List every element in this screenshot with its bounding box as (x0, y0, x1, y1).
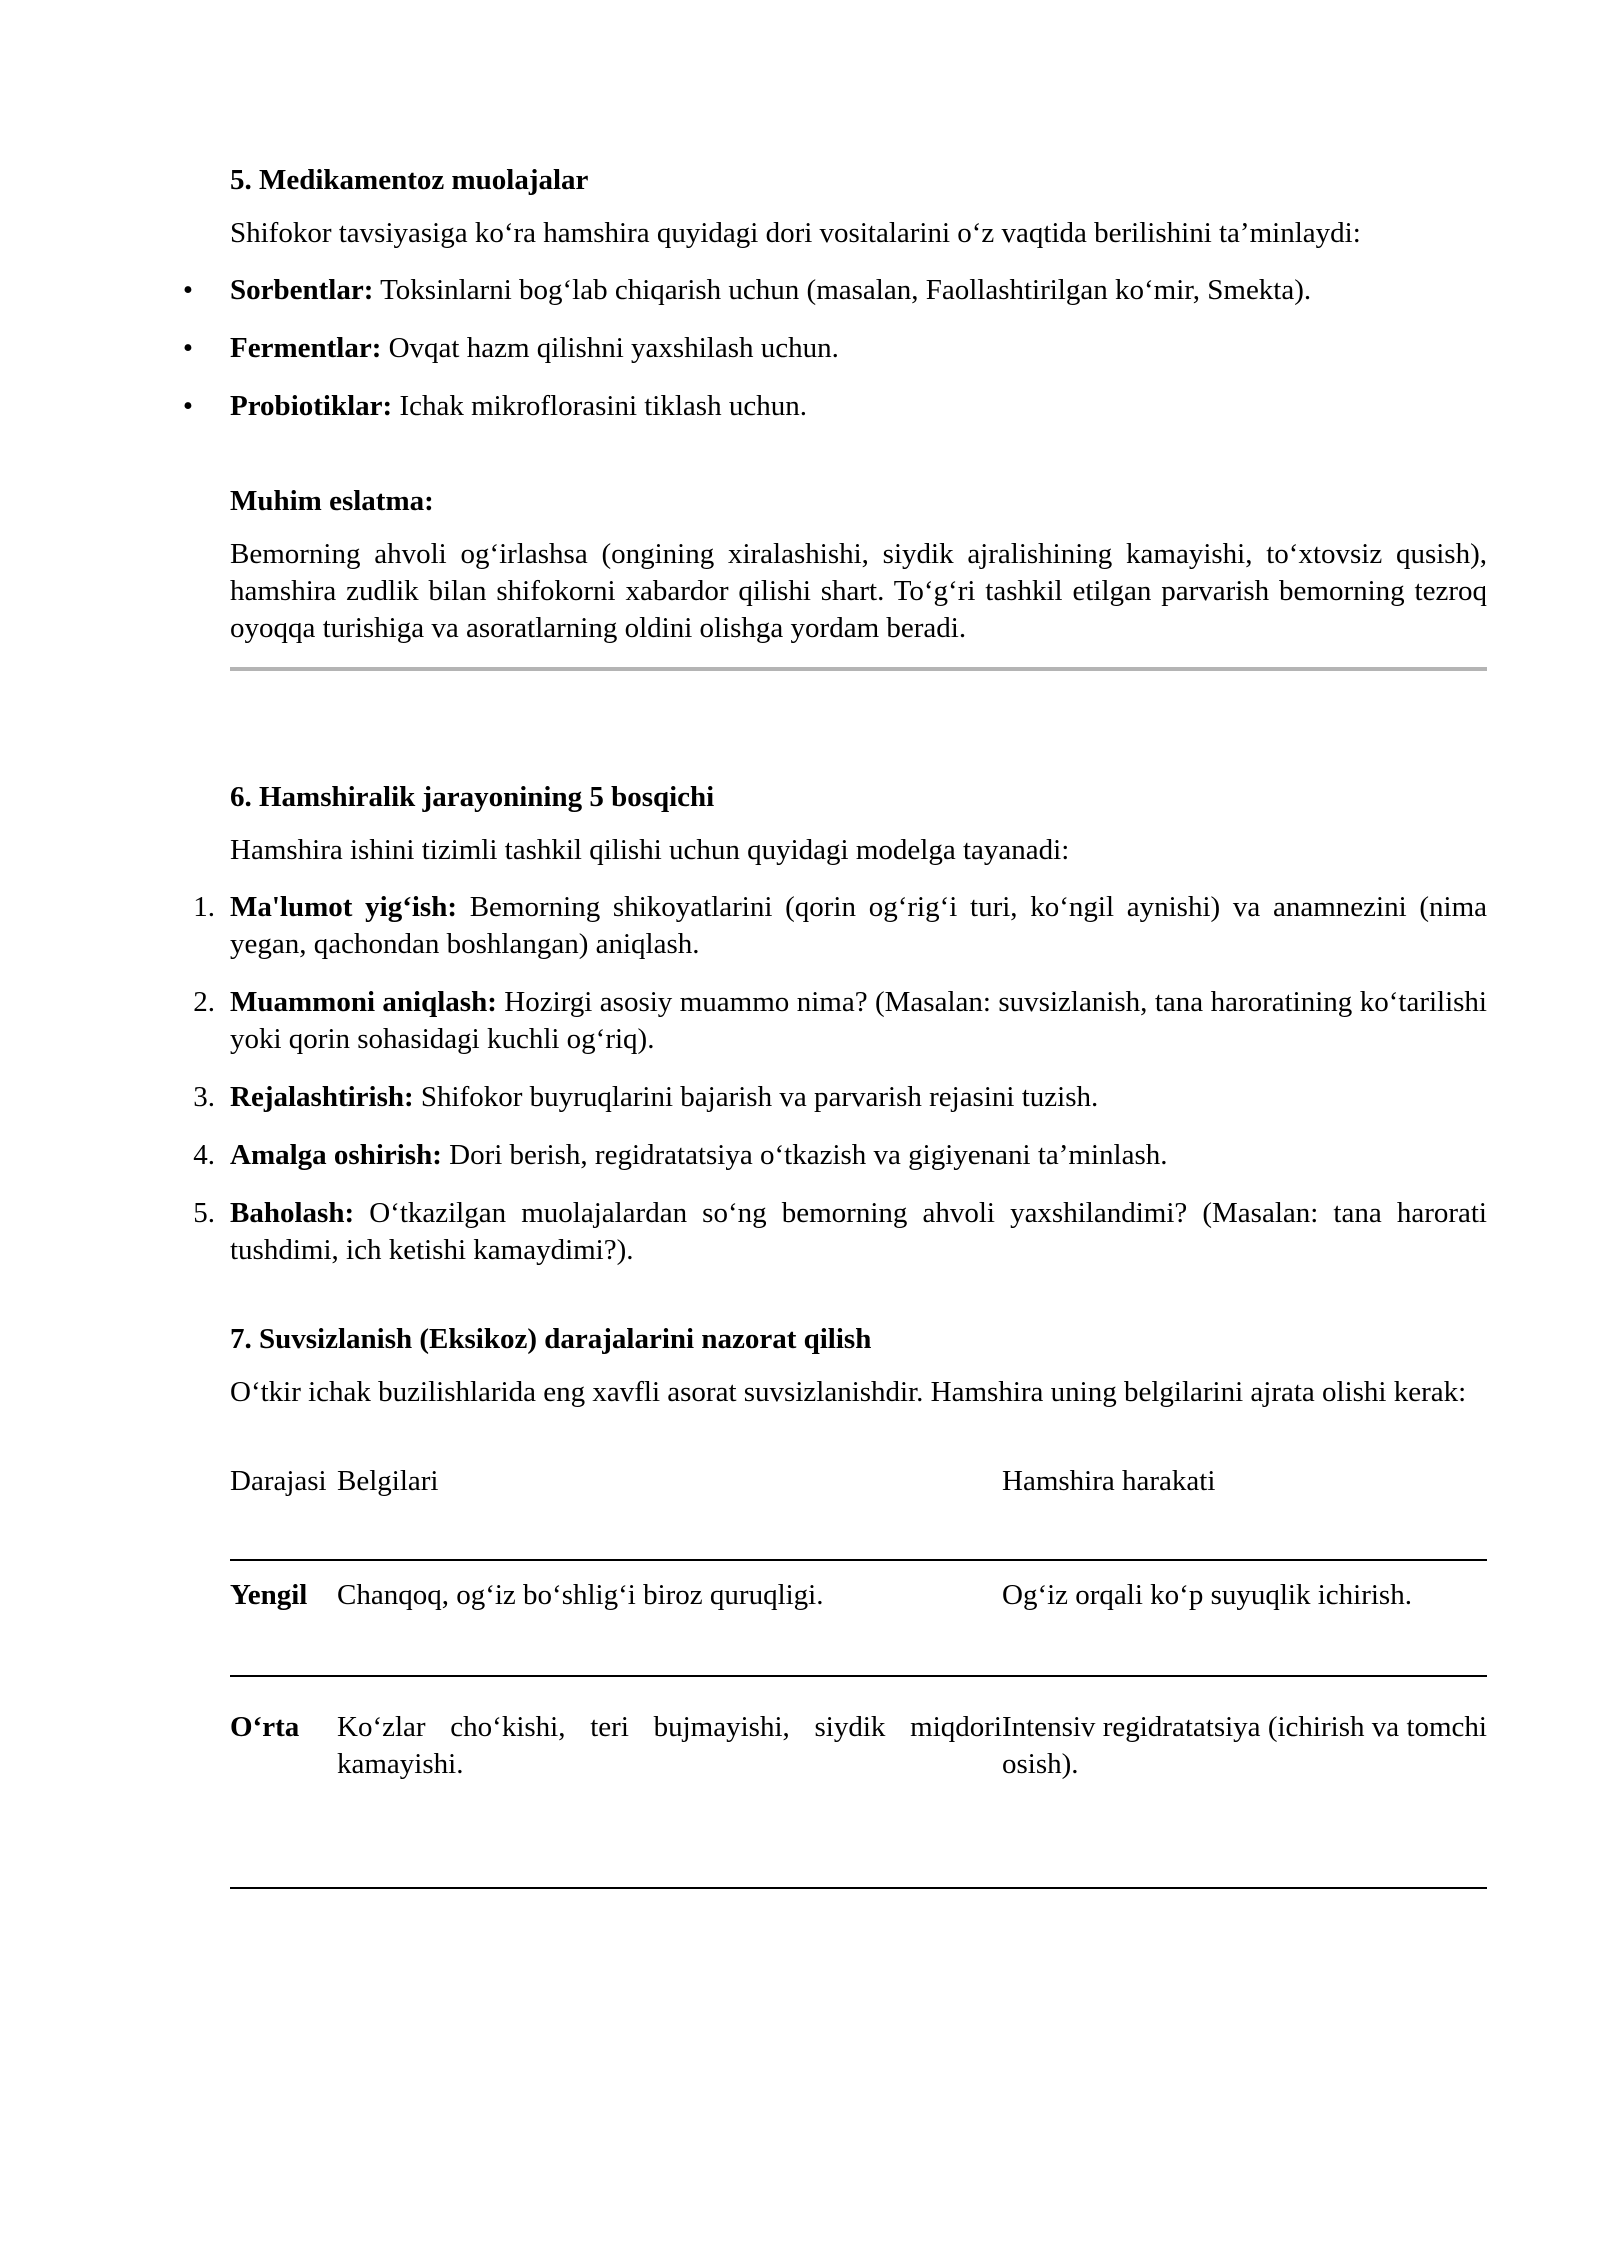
section-7-intro: O‘tkir ichak buzilishlarida eng xavfli asorat suvsizlanishdir. Hamshira uning belgilarini ajrata olishi kerak: (230, 1376, 1467, 1408)
header-cell-level: Darajasi (230, 1465, 327, 1497)
bullet-icon: • (182, 274, 194, 306)
table-divider (230, 1887, 1487, 1889)
item-term: Baholash: (230, 1197, 355, 1229)
item-term: Rejalashtirish: (230, 1081, 414, 1113)
cell-action: Intensiv regidratatsiya (ichirish va tomchi osish). (1002, 1711, 1487, 1780)
medication-list (182, 272, 1487, 425)
item-text: Dori berish, regidratatsiya o‘tkazish va gigiyenani ta’minlash. (441, 1139, 1168, 1171)
item-term: Muammoni aniqlash: (230, 986, 497, 1018)
cell-level: Yengil (230, 1579, 308, 1611)
list-item (193, 1137, 1487, 1174)
item-text: Ichak mikroflorasini tiklash uchun. (392, 390, 807, 422)
list-item (193, 889, 1487, 963)
bullet-icon: • (182, 332, 194, 364)
item-term: Ma'lumot yig‘ish: (230, 891, 457, 923)
item-number: 2. (193, 986, 215, 1018)
cell-signs: Chanqoq, og‘iz bo‘shlig‘i biroz quruqligi. (337, 1579, 824, 1611)
list-item (182, 388, 1487, 425)
cell-action: Og‘iz orqali ko‘p suyuqlik ichirish. (1002, 1579, 1412, 1611)
bullet-icon: • (182, 390, 194, 422)
header-cell-signs: Belgilari (337, 1465, 439, 1497)
cell-level: O‘rta (230, 1711, 300, 1743)
section-6-heading: 6. Hamshiralik jarayonining 5 bosqichi (230, 781, 715, 813)
section-5-intro: Shifokor tavsiyasiga ko‘ra hamshira quyidagi dori vositalarini o‘z vaqtida berilishini ta’minlaydi: (230, 217, 1361, 249)
item-term: Probiotiklar: (230, 390, 393, 422)
item-number: 3. (193, 1081, 215, 1113)
list-item (193, 984, 1487, 1058)
header-cell-action: Hamshira harakati (1002, 1465, 1216, 1497)
section-5-heading: 5. Medikamentoz muolajalar (230, 164, 589, 196)
item-term: Sorbentlar: (230, 274, 374, 306)
table-row (230, 1577, 1487, 1675)
list-item (182, 272, 1487, 309)
list-item (182, 330, 1487, 367)
item-number: 1. (193, 891, 215, 923)
list-item (193, 1079, 1487, 1116)
section-divider (230, 667, 1487, 671)
nursing-steps-list (193, 889, 1487, 1269)
section-6-intro: Hamshira ishini tizimli tashkil qilishi uchun quyidagi modelga tayanadi: (230, 834, 1070, 866)
note-heading: Muhim eslatma: (230, 485, 434, 517)
dehydration-table (230, 1463, 1487, 1889)
document-content (182, 162, 1487, 1889)
table-row (230, 1709, 1487, 1887)
item-term: Fermentlar: (230, 332, 382, 364)
item-number: 5. (193, 1197, 215, 1229)
item-text: Shifokor buyruqlarini bajarish va parvarish rejasini tuzish. (413, 1081, 1099, 1113)
item-term: Amalga oshirish: (230, 1139, 442, 1171)
table-header-row (230, 1463, 1487, 1559)
cell-signs: Ko‘zlar cho‘kishi, teri bujmayishi, siydik miqdori kamayishi. (337, 1711, 1002, 1780)
table-divider (230, 1675, 1487, 1677)
note-text: Bemorning ahvoli og‘irlashsa (ongining xiralashishi, siydik ajralishining kamayishi, to‘xtovsiz qusish), hamshira zudlik bilan shifokorni xabardor qilishi shart. To‘g‘ri tashkil etilgan parvarish bemorning tezroq oyoqqa turishiga va asoratlarning oldini olishga yordam beradi. (230, 538, 1487, 644)
item-text: Hozirgi asosiy muammo nima? (Masalan: suvsizlanish, tana haroratining ko‘tarilishi yoki qorin sohasidagi kuchli og‘riq). (230, 986, 1487, 1055)
section-7-heading: 7. Suvsizlanish (Eksikoz) darajalarini nazorat qilish (230, 1323, 872, 1355)
item-number: 4. (193, 1139, 215, 1171)
list-item (193, 1195, 1487, 1269)
item-text: O‘tkazilgan muolajalardan so‘ng bemorning ahvoli yaxshilandimi? (Masalan: tana harorati tushdimi, ich ketishi kamaydimi?). (230, 1197, 1487, 1266)
item-text: Toksinlarni bog‘lab chiqarish uchun (masalan, Faollashtirilgan ko‘mir, Smekta). (373, 274, 1312, 306)
item-text: Ovqat hazm qilishni yaxshilash uchun. (381, 332, 839, 364)
item-text: Bemorning shikoyatlarini (qorin og‘rig‘i turi, ko‘ngil aynishi) va anamnezini (nima yegan, qachondan boshlangan) aniqlash. (230, 891, 1487, 960)
table-divider (230, 1559, 1487, 1561)
